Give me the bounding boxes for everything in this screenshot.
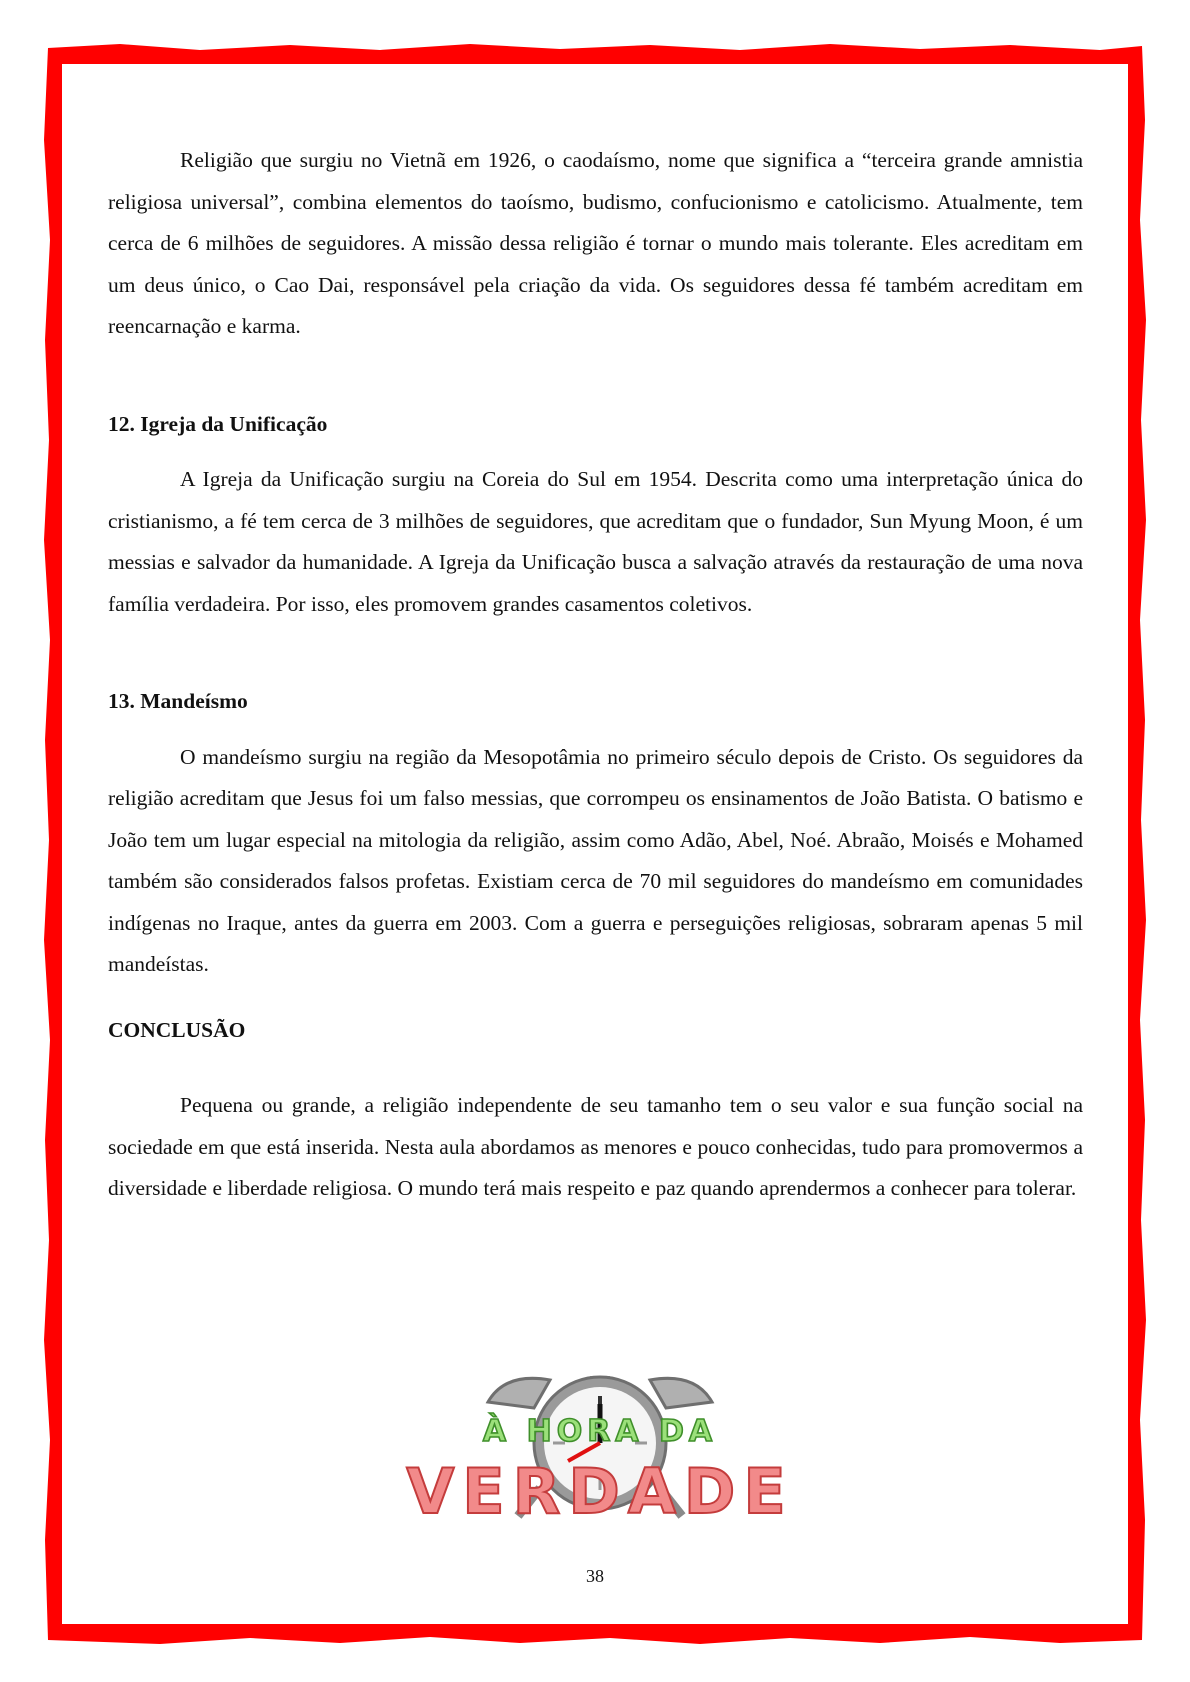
- heading-igreja-unificacao: 12. Igreja da Unificação: [108, 411, 328, 436]
- document-body: [108, 140, 1083, 1210]
- paragraph-mandeismo: O mandeísmo surgiu na região da Mesopotâmia no primeiro século depois de Cristo. Os seguidores da religião acreditam que Jesus foi um falso messias, que corrompeu os ensinamentos de João Batista. O batismo e João tem um lugar especial na mitologia da religião, assim como Adão, Abel, Noé. Abraão, Moisés e Mohamed também são considerados falsos profetas. Existiam cerca de 70 mil seguidores do mandeísmo em comunidades indígenas no Iraque, antes da guerra em 2003. Com a guerra e perseguições religiosas, sobraram apenas 5 mil mandeístas.: [108, 744, 1083, 976]
- logo-line-1: À HORA DA: [482, 1414, 718, 1449]
- paragraph-igreja-unificacao: A Igreja da Unificação surgiu na Coreia do Sul em 1954. Descrita como uma interpretação única do cristianismo, a fé tem cerca de 3 milhões de seguidores, que acreditam que o fundador, Sun Myung Moon, é um messias e salvador da humanidade. A Igreja da Unificação busca a salvação através da restauração de uma nova família verdadeira. Por isso, eles promovem grandes casamentos coletivos.: [108, 467, 1083, 616]
- paragraph-caodaismo: Religião que surgiu no Vietnã em 1926, o caodaísmo, nome que significa a “terceira grande amnistia religiosa universal”, combina elementos do taoísmo, budismo, confucionismo e catolicismo. Atualmente, tem cerca de 6 milhões de seguidores. A missão dessa religião é tornar o mundo mais tolerante. Eles acreditam em um deus único, o Cao Dai, responsável pela criação da vida. Os seguidores dessa fé também acreditam em reencarnação e karma.: [108, 148, 1083, 338]
- heading-conclusao: CONCLUSÃO: [108, 1017, 246, 1042]
- heading-mandeismo: 13. Mandeísmo: [108, 689, 248, 713]
- logo-hora-da-verdade: [250, 1368, 950, 1528]
- paragraph-conclusao: Pequena ou grande, a religião independente de seu tamanho tem o seu valor e sua função social na sociedade em que está inserida. Nesta aula abordamos as menores e pouco conhecidas, tudo para promovermos a diversidade e liberdade religiosa. O mundo terá mais respeito e paz quando aprendermos a conhecer para tolerar.: [108, 1093, 1083, 1200]
- logo-line-2: VERDADE: [406, 1455, 794, 1528]
- page-number: 38: [586, 1566, 604, 1586]
